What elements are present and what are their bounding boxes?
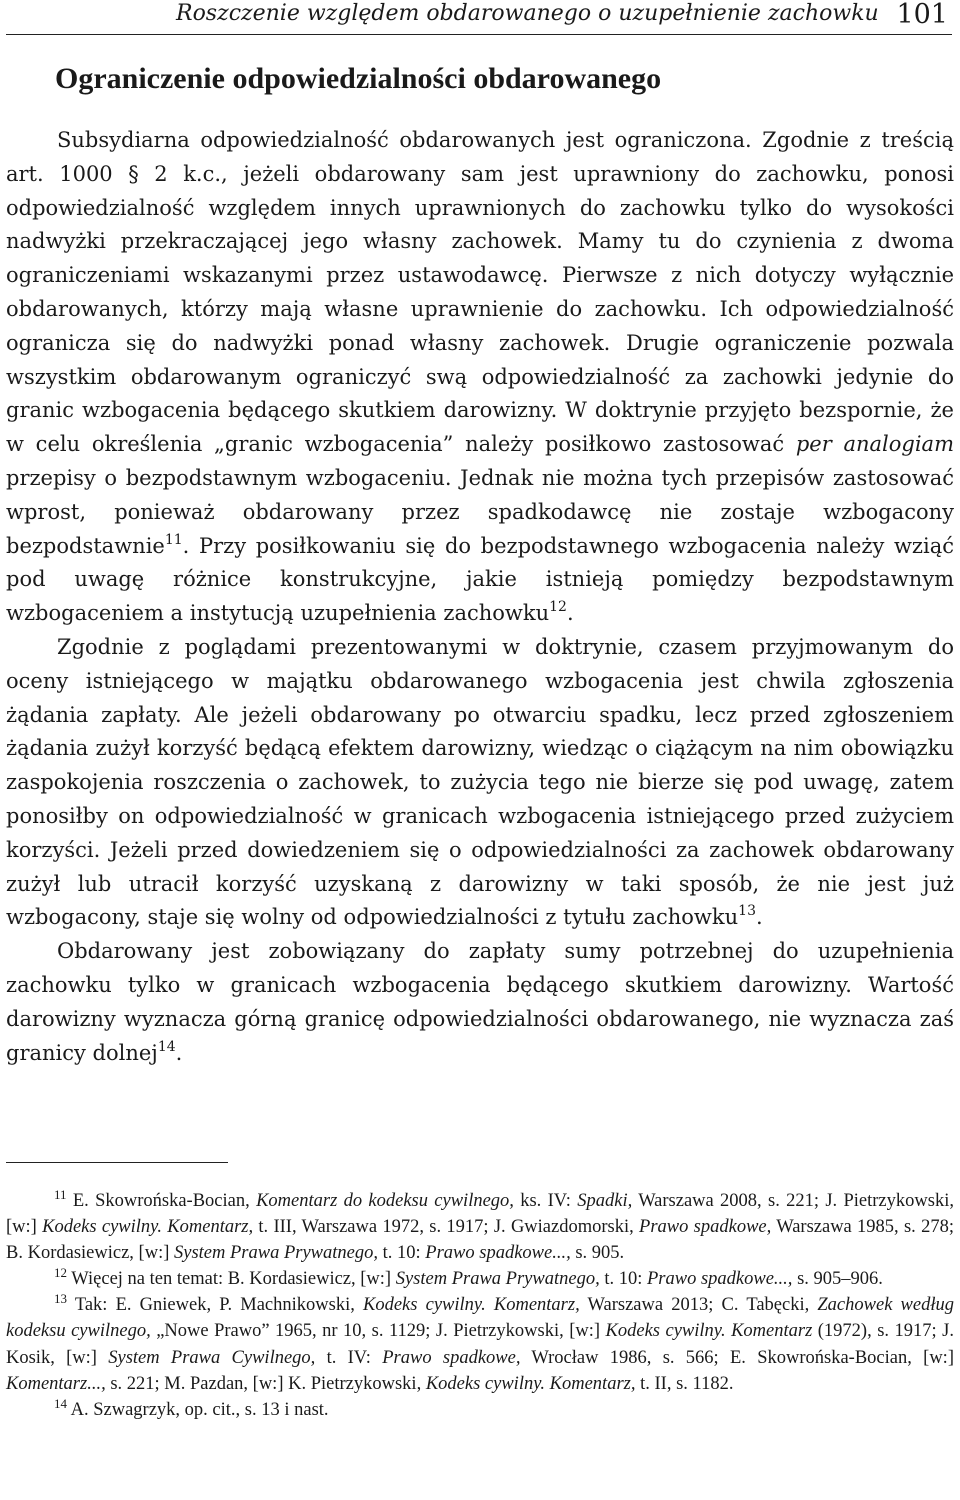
footnote-ref-13[interactable]: 13 [738, 903, 756, 920]
footnote-13 [6, 1292, 954, 1396]
footnote-title: Kodeks cywilny. Komentarz, [425, 1373, 636, 1394]
footnote-text: Warszawa 2013; C. Tabęcki, [579, 1295, 818, 1316]
page-number: 101 [896, 0, 948, 30]
footnote-title: System Prawa Cywilnego, [108, 1347, 316, 1368]
footnote-text: Warszawa 1985, s. 278; B. Kordasiewicz, [w:] [6, 1217, 954, 1264]
footnote-text: t. II, s. 1182. [635, 1373, 734, 1394]
footnote-text: E. Skowrońska-Bocian, [66, 1191, 257, 1211]
paragraph-2 [6, 631, 954, 935]
footnote-ref-11[interactable]: 11 [164, 531, 183, 548]
footnote-12 [6, 1266, 954, 1292]
footnote-title: Kodeks cywilny. Komentarz, [42, 1217, 254, 1238]
running-head-title: Roszczenie względem obdarowanego o uzupełnienie zachowku [176, 1, 879, 26]
footnotes [6, 1188, 954, 1423]
footnote-text: ks. IV: [513, 1191, 578, 1211]
footnote-number: 13 [54, 1291, 67, 1307]
footnote-text: (1972), s. 1917; J. Kosik, [w:] [6, 1321, 954, 1368]
footnote-title: Komentarz do kodeksu cywilnego, [256, 1191, 514, 1211]
paragraph-1-text-b: przepisy o bezpodstawnym wzbogaceniu. Jednak nie można tych przepisów zastosować wprost, ponieważ obdarowany przez spadkodawcę nie zostaje wzbogacony bezpodstawnie [6, 465, 954, 558]
footnote-separator [6, 1162, 228, 1163]
paragraph-3 [6, 935, 954, 1070]
paragraph-1-text-a: Subsydiarna odpowiedzialność obdarowanych jest ograniczona. Zgodnie z treścią art. 1000 § 2 k.c., jeżeli obdarowany sam jest uprawniony do zachowku, ponosi odpowiedzialność względem innych uprawnionych do zachowku tylko do wysokości nadwyżki przekraczającej jego własny zachowek. Mamy tu do czynienia z dwoma ograniczeniami wskazanymi przez ustawodawcę. Pierwsze z nich dotyczy wyłącznie obdarowanych, którzy mają własne uprawnienie do zachowku. Ich odpowiedzialność ogranicza się do nadwyżki ponad własny zachowek. Drugie ograniczenie pozwala wszystkim obdarowanym ograniczyć swą odpowiedzialność za zachowki jedynie do granic wzbogacenia będącego skutkiem darowizny. W doktrynie przyjęto bezspornie, że w celu określenia „granic wzbogacenia” należy posiłkowo zastosować [6, 128, 954, 457]
footnote-number: 14 [54, 1395, 67, 1411]
running-head [6, 0, 952, 35]
footnote-title: Prawo spadkowe, [639, 1217, 772, 1238]
footnote-text: t. 10: [378, 1243, 426, 1264]
footnote-title: Spadki, [577, 1191, 633, 1211]
paragraph-1-text-c: . Przy posiłkowaniu się do bezpodstawnego wzbogacenia należy wziąć pod uwagę różnice konstrukcyjne, jakie istnieją pomiędzy bezpodstawnym wzbogaceniem a instytucją uzupełnienia zachowku [6, 533, 954, 626]
footnote-text: Tak: E. Gniewek, P. Machnikowski, [67, 1295, 363, 1316]
footnote-text: t. 10: [599, 1269, 647, 1290]
footnote-text: s. 905–906. [792, 1269, 883, 1290]
footnote-title: Komentarz..., [6, 1373, 106, 1394]
paragraph-2-text-a: Zgodnie z poglądami prezentowanymi w doktrynie, czasem przyjmowanym do oceny istniejącego w majątku obdarowanego wzbogacenia jest chwila zgłoszenia żądania zapłaty. Ale jeżeli obdarowany po otwarciu spadku, lecz przed zgłoszeniem żądania zużył korzyść będącą efektem darowizny, wiedząc o ciążącym na nim obowiązku zaspokojenia roszczenia o zachowek, to zużycia tego nie bierze się pod uwagę, zatem ponosiłby on odpowiedzialność w granicach wzbogacenia istniejącego przed zużyciem korzyści. Jeżeli przed dowiedzeniem się o odpowiedzialności za zachowek obdarowany zużył lub utracił korzyść uzyskaną z darowizny w taki sposób, że nie jest już wzbogacony, staje się wolny od odpowiedzialności z tytułu zachowku [6, 634, 954, 930]
footnote-ref-14[interactable]: 14 [157, 1038, 176, 1055]
paragraph-3-text-a: Obdarowany jest zobowiązany do zapłaty sumy potrzebnej do uzupełnienia zachowku tylko w granicach wzbogacenia będącego skutkiem darowizny. Wartość darowizny wyznacza górną granicę odpowiedzialności obdarowanego, nie wyznacza zaś granicy dolnej [6, 939, 954, 1065]
footnote-title: Prawo spadkowe..., [425, 1243, 571, 1264]
footnote-ref-12[interactable]: 12 [549, 599, 567, 616]
footnote-11 [6, 1188, 954, 1266]
footnote-text: t. III, Warszawa 1972, s. 1917; J. Gwiazdomorski, [253, 1217, 640, 1238]
footnote-title: Prawo spadkowe, [382, 1347, 521, 1368]
footnote-text: t. IV: [315, 1347, 383, 1368]
footnote-text: „Nowe Prawo” 1965, nr 10, s. 1129; J. Pietrzykowski, [w:] [150, 1321, 606, 1342]
paragraph-2-text-b: . [755, 905, 763, 930]
latin-phrase: per analogiam [795, 432, 954, 457]
paragraph-3-text-b: . [175, 1040, 183, 1065]
footnote-number: 12 [54, 1265, 67, 1281]
footnote-text: Wrocław 1986, s. 566; E. Skowrońska-Bocian, [w:] [520, 1347, 954, 1368]
footnote-text: s. 905. [570, 1243, 625, 1264]
footnote-title: Kodeks cywilny. Komentarz, [363, 1295, 580, 1316]
footnote-title: Zachowek według kodeksu cywilnego, [6, 1295, 954, 1342]
footnote-14 [6, 1397, 954, 1423]
footnote-text: A. Szwagrzyk, op. cit., s. 13 i nast. [67, 1399, 329, 1420]
footnote-title: System Prawa Prywatnego, [174, 1243, 378, 1264]
body-text [6, 124, 954, 1070]
footnote-number: 11 [54, 1187, 67, 1202]
section-title: Ograniczenie odpowiedzialności obdarowanego [55, 62, 662, 95]
footnote-text: Więcej na ten temat: B. Kordasiewicz, [w:] [67, 1269, 396, 1290]
footnote-text: Warszawa 2008, s. 221; J. Pietrzykowski, [w:] [6, 1191, 954, 1238]
footnote-title: Prawo spadkowe..., [647, 1269, 793, 1290]
paragraph-1 [6, 124, 954, 631]
footnote-title: Kodeks cywilny. Komentarz [605, 1321, 813, 1342]
paragraph-1-text-d: . [566, 601, 574, 626]
footnote-title: System Prawa Prywatnego, [395, 1269, 600, 1290]
footnote-text: s. 221; M. Pazdan, [w:] K. Pietrzykowski, [105, 1373, 426, 1394]
